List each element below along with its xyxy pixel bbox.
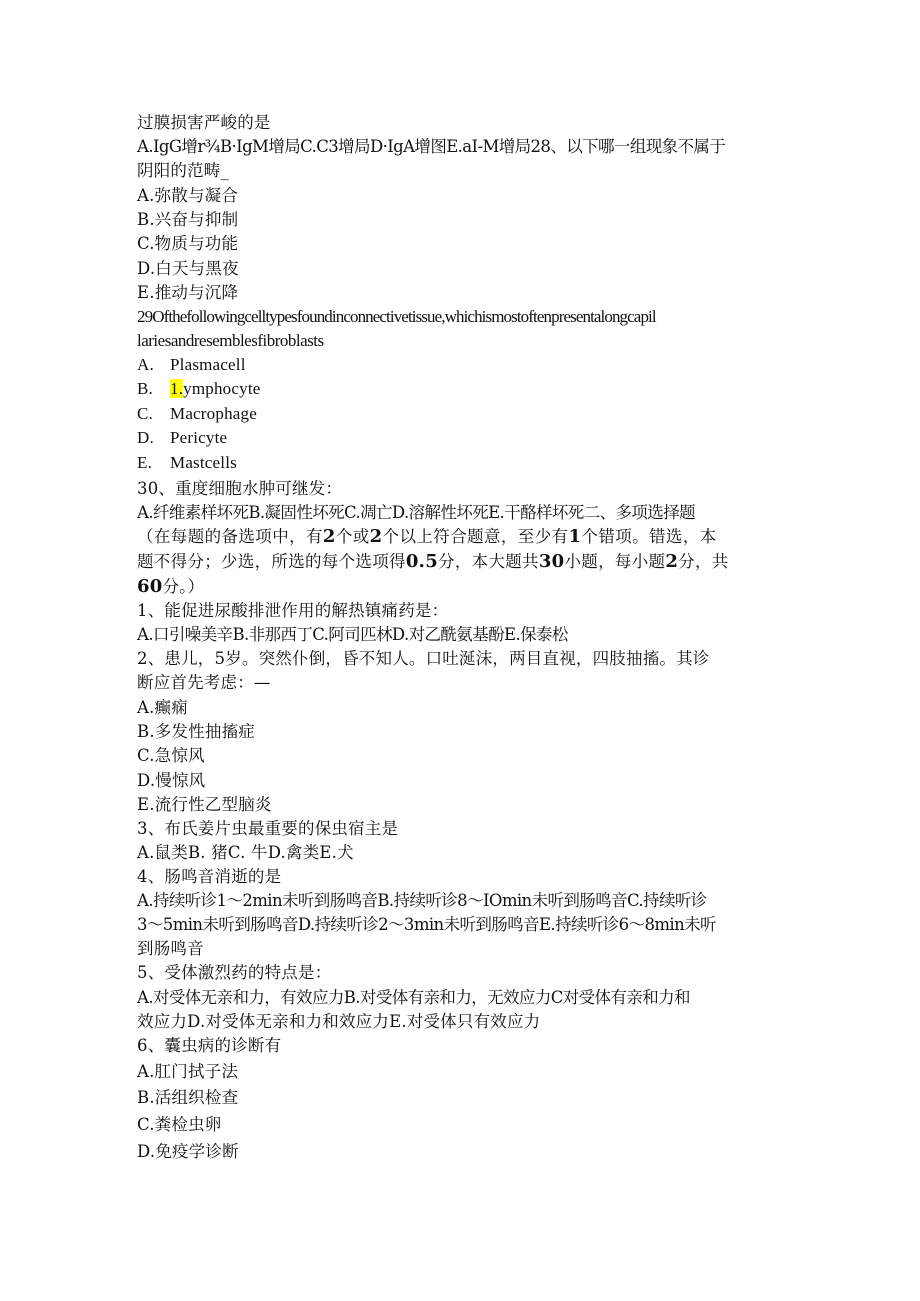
question-29-option-d bbox=[137, 427, 227, 449]
instruction-text: 题不得分；少选，所选的每个选项得 bbox=[137, 552, 406, 571]
option-line: B.兴奋与抑制 bbox=[137, 210, 239, 229]
question-options: 到肠鸣音 bbox=[137, 939, 204, 958]
option-letter: B. bbox=[137, 379, 153, 398]
option-line: B.活组织检查 bbox=[137, 1088, 239, 1107]
question-29-stem: 29Ofthefollowingcelltypesfoundinconnectivetissue,whichismostoftenpresentalongcapil bbox=[137, 307, 656, 326]
question-29-option-b bbox=[137, 378, 261, 400]
instruction-text: 个或 bbox=[335, 527, 370, 546]
instruction-number: 2 bbox=[322, 526, 336, 547]
text-line: 阴阳的范畴_ bbox=[137, 161, 229, 180]
option-letter: E. bbox=[137, 453, 153, 472]
option-letter: A. bbox=[137, 355, 154, 374]
option-line: C.物质与功能 bbox=[137, 234, 239, 253]
instruction-text: （在每题的备选项中，有 bbox=[137, 527, 323, 546]
question-options: 效应力D.对受体无亲和力和效应力E.对受体只有效应力 bbox=[137, 1012, 541, 1031]
question-29-option-c bbox=[137, 403, 257, 425]
question-30-stem: 30、重度细胞水肿可继发： bbox=[137, 479, 343, 498]
question-stem: 断应首先考虑：— bbox=[137, 673, 271, 692]
section-instructions bbox=[137, 576, 204, 598]
question-stem: 6、囊虫病的诊断有 bbox=[137, 1036, 282, 1055]
option-line: D.慢惊风 bbox=[137, 771, 206, 790]
instruction-text: 分，共 bbox=[678, 552, 729, 571]
question-29-option-e bbox=[137, 452, 237, 474]
instruction-number: 30 bbox=[538, 551, 565, 572]
section-instructions bbox=[137, 526, 717, 548]
instruction-number: 0.5 bbox=[405, 551, 439, 572]
option-letter: C. bbox=[137, 404, 153, 423]
instruction-number: 60 bbox=[137, 576, 163, 597]
option-text: Mastcells bbox=[170, 453, 237, 472]
question-stem: 3、布氏姜片虫最重要的保虫宿主是 bbox=[137, 819, 399, 838]
instruction-text: 个错项。错选，本 bbox=[581, 527, 717, 546]
option-line: D.白天与黑夜 bbox=[137, 259, 239, 278]
instruction-text: 小题，每小题 bbox=[564, 552, 666, 571]
question-29-stem-cont: lariesandresemblesfibroblasts bbox=[137, 331, 324, 350]
section-instructions bbox=[137, 551, 729, 573]
option-line: D.免疫学诊断 bbox=[137, 1142, 239, 1161]
option-text: Plasmacell bbox=[170, 355, 246, 374]
option-text: Macrophage bbox=[170, 404, 257, 423]
question-30-options: A.纤维素样坏死B.凝固性坏死C.凋亡D.溶解性坏死E.干酪样坏死二、多项选择题 bbox=[137, 503, 695, 522]
question-options: A.口引噪美辛B.非那西丁C.阿司匹林D.对乙酰氨基酚E.保泰松 bbox=[137, 625, 568, 644]
question-stem: 1、能促进尿酸排泄作用的解热镇痛药是： bbox=[137, 601, 449, 620]
option-line: E.流行性乙型脑炎 bbox=[137, 795, 272, 814]
instruction-number: 2 bbox=[369, 526, 383, 547]
option-text: Pericyte bbox=[170, 428, 228, 447]
question-29-option-a bbox=[137, 354, 246, 376]
highlighted-text: 1. bbox=[170, 379, 184, 398]
option-line: A.弥散与凝合 bbox=[137, 186, 239, 205]
option-line: C.粪检虫卵 bbox=[137, 1115, 222, 1134]
question-options: A.对受体无亲和力，有效应力B.对受体有亲和力，无效应力C对受体有亲和力和 bbox=[137, 988, 690, 1007]
question-stem: 2、患儿，5岁。突然仆倒，昏不知人。口吐涎沫，两目直视，四肢抽搐。其诊 bbox=[137, 649, 710, 668]
question-options: A.持续听诊1～2min未听到肠鸣音B.持续听诊8～IOmin未听到肠鸣音C.持续听诊 bbox=[137, 891, 707, 910]
option-letter: D. bbox=[137, 428, 154, 447]
question-options: A.鼠类B. 猪C. 牛D.禽类E.犬 bbox=[137, 843, 354, 862]
instruction-number: 2 bbox=[665, 551, 679, 572]
option-line: A.肛门拭子法 bbox=[137, 1062, 239, 1081]
text-line: 过膜损害严峻的是 bbox=[137, 113, 271, 132]
instruction-number: 1 bbox=[568, 526, 582, 547]
option-line: C.急惊风 bbox=[137, 746, 205, 765]
instruction-text: 分。） bbox=[162, 577, 205, 596]
option-line: B.多发性抽搐症 bbox=[137, 722, 255, 741]
question-stem: 5、受体激烈药的特点是： bbox=[137, 963, 332, 982]
option-text: ymphocyte bbox=[183, 379, 261, 398]
text-line: A.IgG增r¾B·IgM增局C.C3增局D·IgA增图E.aI-M增局28、以下哪一组现象不属于 bbox=[137, 137, 726, 156]
question-options: 3～5min未听到肠鸣音D.持续听诊2～3min未听到肠鸣音E.持续听诊6～8min未听 bbox=[137, 915, 716, 934]
option-line: E.推动与沉降 bbox=[137, 283, 239, 302]
option-line: A.癫痫 bbox=[137, 698, 188, 717]
instruction-text: 分，本大题共 bbox=[438, 552, 539, 571]
instruction-text: 个以上符合题意，至少有 bbox=[382, 527, 569, 546]
question-stem: 4、肠鸣音消逝的是 bbox=[137, 867, 282, 886]
